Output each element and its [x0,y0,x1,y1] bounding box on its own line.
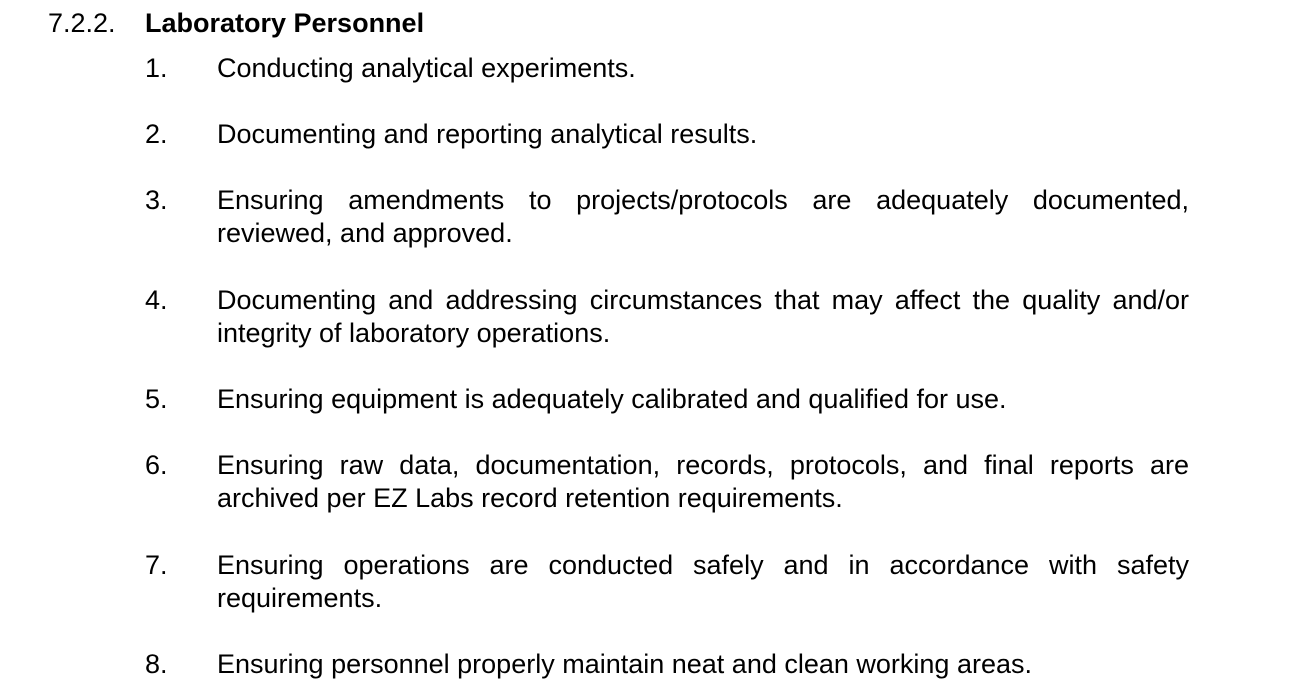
section-number: 7.2.2. [48,8,116,38]
list-item-text: Ensuring operations are conducted safely and in accordance with safety requirements. [217,550,1189,613]
list-item-text: Ensuring raw data, documentation, records, protocols, and final reports are archived per EZ Labs record retention requirements. [217,450,1189,513]
list-item-number: 6. [145,450,168,480]
list-item-number: 4. [145,285,168,315]
list-item-number: 5. [145,384,168,414]
list-item-number: 7. [145,550,168,580]
list-item-text: Documenting and addressing circumstances that may affect the quality and/or integrity of laboratory operations. [217,285,1189,348]
list-item-number: 2. [145,119,168,149]
list-item-text: Ensuring amendments to projects/protocols are adequately documented, reviewed, and approved. [217,185,1189,248]
list-item-text: Conducting analytical experiments. [217,53,636,83]
list-item-text: Ensuring equipment is adequately calibrated and qualified for use. [217,384,1007,414]
list-item-text: Ensuring personnel properly maintain neat and clean working areas. [217,649,1032,679]
list-item-text: Documenting and reporting analytical results. [217,119,758,149]
list-item-number: 8. [145,649,168,679]
list-item-number: 3. [145,185,168,215]
section-title: Laboratory Personnel [145,8,425,38]
list-item-number: 1. [145,53,168,83]
section-heading [48,6,424,40]
